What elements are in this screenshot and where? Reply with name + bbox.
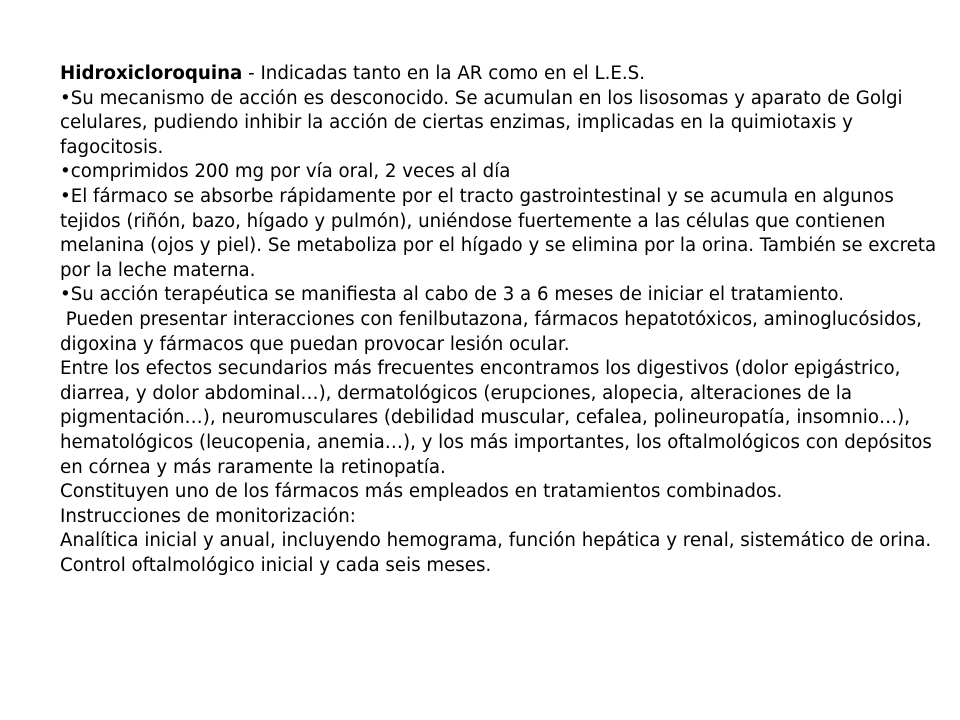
combination-paragraph: Constituyen uno de los fármacos más empleados en tratamientos combinados. bbox=[60, 481, 783, 503]
heading-line bbox=[60, 62, 950, 87]
eye-monitoring-paragraph: Control oftalmológico inicial y cada seis meses. bbox=[60, 554, 492, 576]
lab-monitoring-paragraph: Analítica inicial y anual, incluyendo hemograma, función hepática y renal, sistemático de orina. bbox=[60, 530, 932, 552]
dosage-paragraph: •comprimidos 200 mg por vía oral, 2 veces al día bbox=[60, 161, 511, 183]
drug-name: Hidroxicloroquina bbox=[60, 63, 243, 84]
interactions-paragraph: Pueden presentar interacciones con fenilbutazona, fármacos hepatotóxicos, aminoglucósidos, digoxina y fármacos que puedan provocar lesión ocular. bbox=[60, 308, 928, 355]
slide-body bbox=[60, 62, 950, 578]
drug-indication: - Indicadas tanto en la AR como en el L.E.S. bbox=[242, 63, 645, 84]
mechanism-paragraph: •Su mecanismo de acción es desconocido. Se acumulan en los lisosomas y aparato de Golgi celulares, pudiendo inhibir la acción de ciertas enzimas, implicadas en la quimiotaxis y fagocitosis. bbox=[60, 87, 903, 158]
onset-paragraph: •Su acción terapéutica se manifiesta al cabo de 3 a 6 meses de iniciar el tratamiento. bbox=[60, 284, 845, 306]
side-effects-paragraph: Entre los efectos secundarios más frecuentes encontramos los digestivos (dolor epigástrico, diarrea, y dolor abdominal…), dermatológicos (erupciones, alopecia, alteraciones de la pigmentación…), neuromusculares (debilidad muscular, cefalea, polineuropatía, insomnio…), hematológicos (leucopenia, anemia…), y los más importantes, los oftalmológicos con depósitos en córnea y más raramente la retinopatía. bbox=[60, 358, 932, 478]
pharmacokinetics-paragraph: •El fármaco se absorbe rápidamente por el tracto gastrointestinal y se acumula en algunos tejidos (riñón, bazo, hígado y pulmón), uniéndose fuertemente a las células que contienen melanina (ojos y piel). Se metaboliza por el hígado y se elimina por la orina. También se excreta por la leche materna. bbox=[60, 185, 937, 281]
monitoring-heading: Instrucciones de monitorización: bbox=[60, 505, 356, 527]
